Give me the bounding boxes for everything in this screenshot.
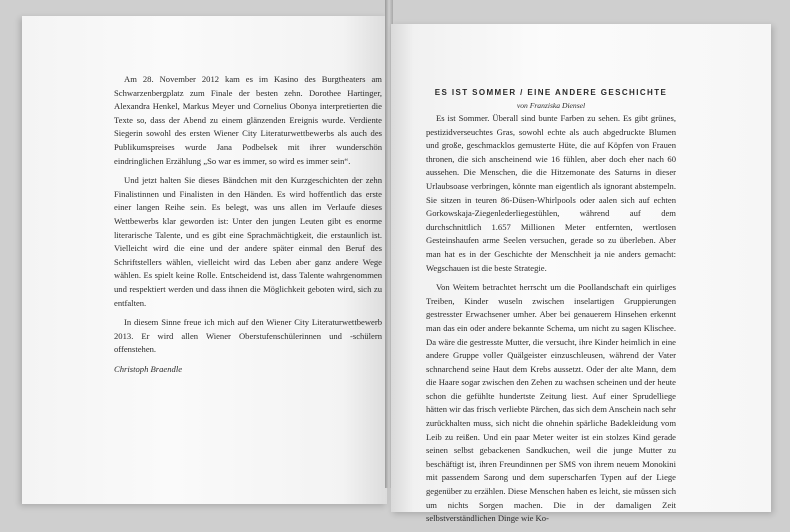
right-paragraph-2: Von Weitem betrachtet herrscht um die Poollandschaft ein quirliges Treiben, Kinder wuseln zwischen inselartigen Gruppierungen gestresster Erwachsener umher. Aber bei genauerem Hinsehen erkennt man das ein oder andere bekannte Schema, um nicht zu sagen Klischee. Da wäre die gestresste Mutter, die versucht, ihre Kinder heimlich in eine andere Gruppe voller Quälgeister einzuschleusen, während der Vater schnarchend seine Haut dem Krebs aussetzt. Oder der alte Mann, dem die Haare sogar zwischen den Zehen zu wachsen scheinen und der heute schon die gefühlte hundertste Zeitung liest. Auf einer Sprudelliege hätten wir das frisch verliebte Pärchen, das sich dem Anschein nach sehr zurückhalten muss, sich nicht die ohnehin spärliche Badekleidung vom Leib zu reißen. Und ein paar Meter weiter ist ein stolzes Kind gerade seinen selbst gebackenen Sandkuchen, weil die junge Mutter zu beschäftigt ist, ihren Freundinnen per SMS von ihrem neuem Monokini mit passendem Sarong und dem superscharfen Typen auf der Liege gegenüber zu erzählen. Diese Menschen haben es leicht, sie müssen sich um nichts Sorgen machen. Die in der damaligen Zeit selbstverständlichen Dinge wie Ko- (426, 282, 676, 524)
signature: Christoph Braendle (114, 363, 183, 374)
right-page-body (426, 112, 676, 532)
story-title: ES IST SOMMER / EINE ANDERE GESCHICHTE (434, 88, 668, 97)
story-byline: von Franziska Diensel (516, 101, 586, 110)
left-paragraph-3: In diesem Sinne freue ich mich auf den Wiener City Literaturwettbewerb 2013. Er wird allen Wiener Oberstufenschülerinnen und -schülern offenstehen. (114, 317, 382, 355)
right-page (391, 24, 771, 524)
left-page (22, 16, 387, 504)
left-paragraph-1: Am 28. November 2012 kam es im Kasino des Burgtheaters am Schwarzenbergplatz zum Finale der besten zehn. Dorothee Hartinger, Alexandra Henkel, Markus Meyer und Cornelius Obonya interpretierten die Texte so, dass der Abend zu einem glänzenden Ereignis wurde. Verdiente Siegerin sowohl des ersten Wiener City Literaturwettbewerbs als auch des Publikumspreises wurde Jana Podbelsek mit ihrer wunderschön eindringlichen Erzählung „So war es immer, so wird es immer sein“. (114, 74, 382, 166)
right-paragraph-1: Es ist Sommer. Überall sind bunte Farben zu sehen. Es gibt grünes, pestizidverseuchtes Gras, sowohl echte als auch abgedruckte Blumen und große, geschmacklos gemusterte Hüte, die auf Köpfen von Frauen thronen, die sich anscheinend wie 16 fühlen, aber doch eher nach 60 aussehen. Die Menschen, die die Hitzemonate des Saturns in dieser Urlaubsoase verbringen, könnte man eigentlich als ignorant abstempeln. Sie sitzen in teuren 86-Düsen-Whirlpools oder aalen sich auf echten Gorkowskaja-Ziegenlederliegestühlen, während auf dem durchschnittlich 1.657 Millionen Meter entfernten, wertlosen Gesteinshaufen arme Seelen versuchen, gerade so zu überleben. Aber man hat es in der Geschichte der Menschheit ja nie anders gemacht: Wegschauen ist die beste Strategie. (426, 113, 676, 273)
left-page-body (114, 73, 382, 382)
left-paragraph-2: Und jetzt halten Sie dieses Bändchen mit den Kurzgeschichten der zehn Finalistinnen und Finalisten in den Händen. Es wird hoffentlich das erste einer langen Reihe sein. Es belegt, was uns allen im Verlaufe dieses Wettbewerbs klar geworden ist: Unter den jungen Leuten gibt es enorme literarische Talente, und es gibt eine Sprachmächtigkeit, die erstaunlich ist. Vielleicht wird die eine und der andere später einmal den Beruf des Schriftstellers wählen, vielleicht wird das Leben aber ganz andere Wege wählen. Es spielt keine Rolle. Entscheidend ist, dass Talente wahrgenommen und respektiert werden und dass ihnen die Möglichkeit geboten wird, sich zu entfalten. (114, 175, 382, 308)
